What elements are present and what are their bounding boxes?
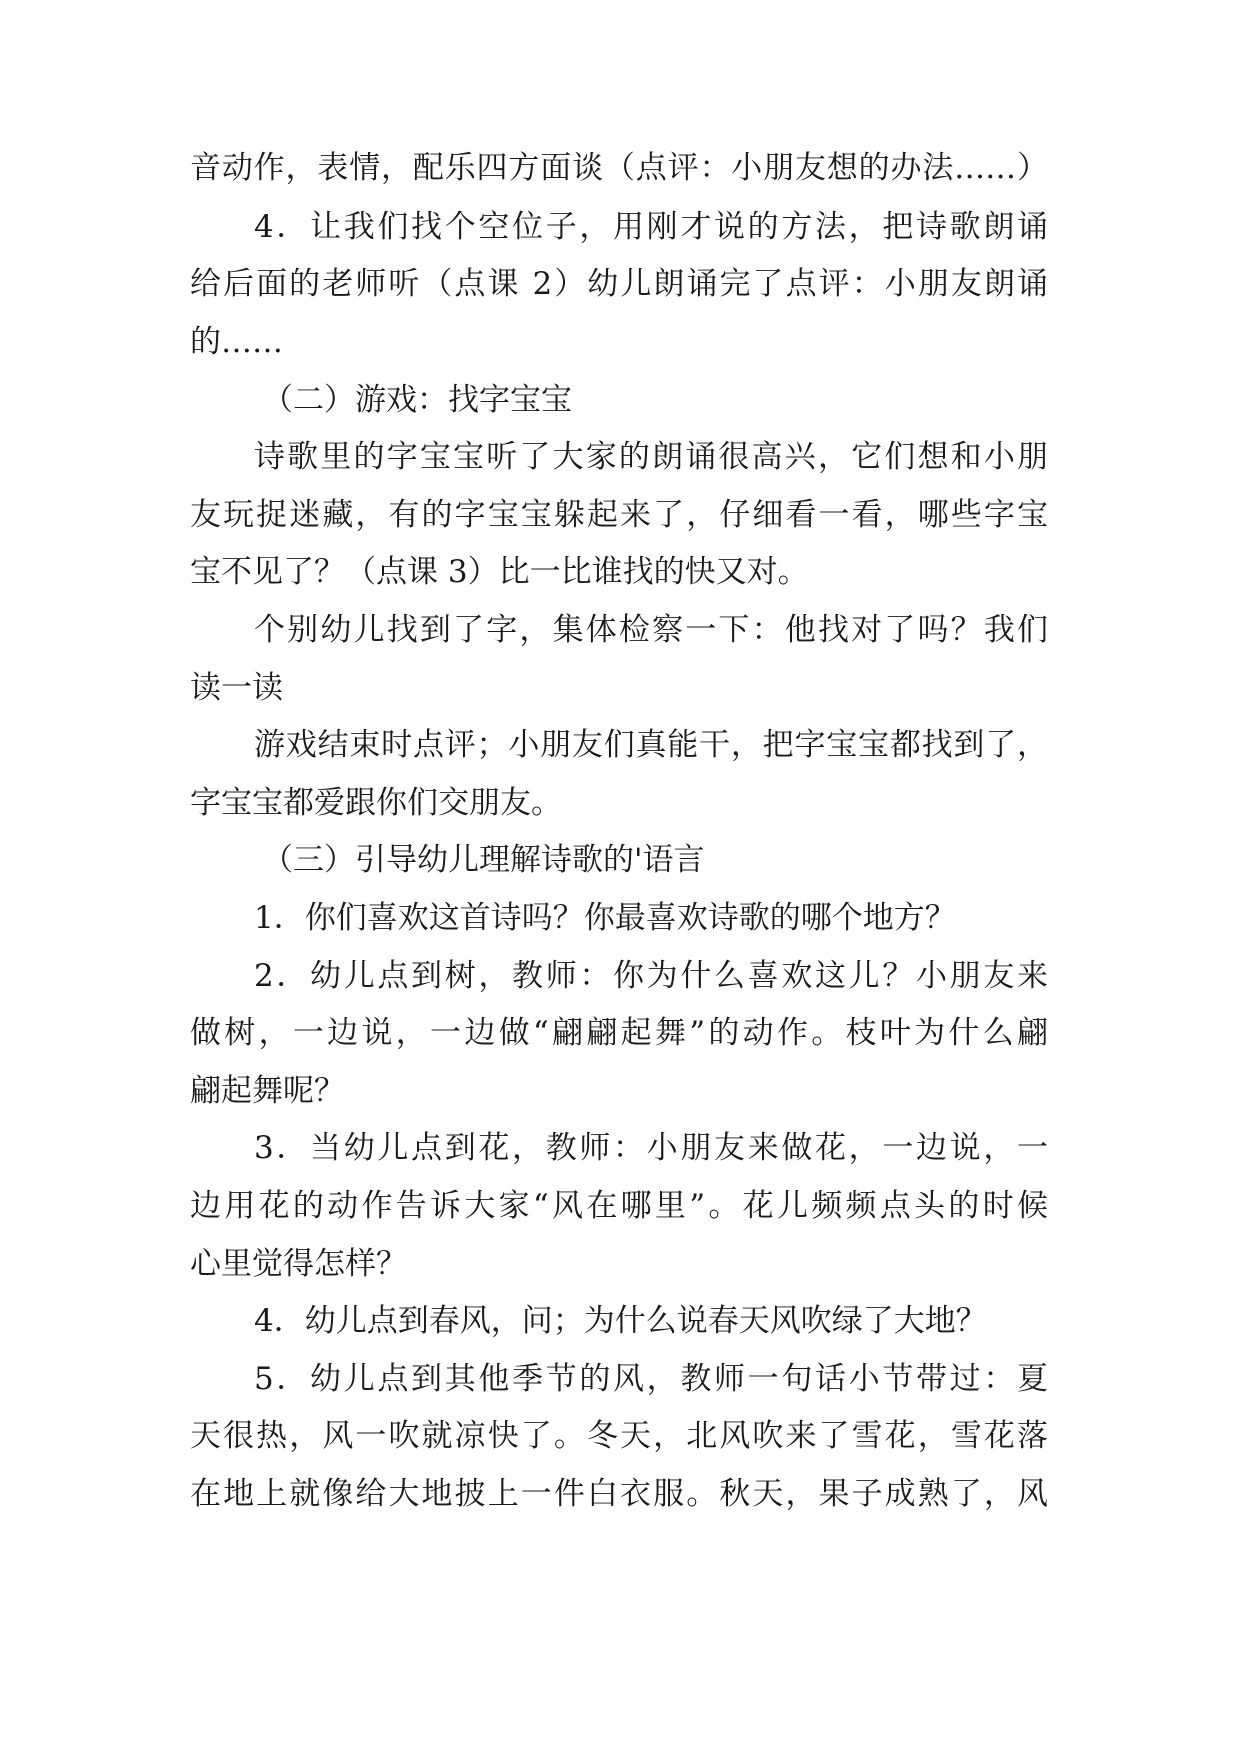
text-line: 诗歌里的字宝宝听了大家的朗诵很高兴，它们想和小朋: [254, 439, 1048, 475]
text-line: 宝不见了？（点课 3）比一比谁找的快又对。: [190, 554, 809, 590]
text-line: 字宝宝都爱跟你们交朋友。: [190, 785, 562, 821]
text-line: 做树，一边说，一边做“翩翩起舞”的动作。枝叶为什么翩: [190, 1015, 1048, 1051]
text-line: 翩起舞呢？: [190, 1073, 345, 1109]
text-line: 的……: [190, 324, 283, 360]
text-line: 在地上就像给大地披上一件白衣服。秋天，果子成熟了，风: [190, 1476, 1048, 1512]
text-line: 4．让我们找个空位子，用刚才说的方法，把诗歌朗诵: [254, 209, 1048, 245]
text-line: 天很热，风一吹就凉快了。冬天，北风吹来了雪花，雪花落: [190, 1418, 1048, 1454]
section-heading: （三）引导幼儿理解诗歌的'语言: [262, 842, 705, 878]
text-line: 个别幼儿找到了字，集体检察一下：他找对了吗？我们: [254, 612, 1048, 648]
text-line: 2．幼儿点到树，教师：你为什么喜欢这儿？小朋友来: [254, 958, 1048, 994]
text-line: 友玩捉迷藏，有的字宝宝躲起来了，仔细看一看，哪些字宝: [190, 497, 1048, 533]
text-line: 给后面的老师听（点课 2）幼儿朗诵完了点评：小朋友朗诵: [190, 266, 1048, 302]
text-line: 读一读: [190, 670, 283, 706]
text-line: 边用花的动作告诉大家“风在哪里”。花儿频频点头的时候: [190, 1188, 1048, 1224]
text-line: 游戏结束时点评；小朋友们真能干，把字宝宝都找到了，: [254, 727, 1048, 763]
text-line: 音动作，表情，配乐四方面谈（点评：小朋友想的办法……）: [190, 150, 1048, 186]
text-line: 5．幼儿点到其他季节的风，教师一句话小节带过：夏: [254, 1361, 1048, 1397]
section-heading: （二）游戏：找字宝宝: [262, 382, 572, 418]
text-line: 1．你们喜欢这首诗吗？你最喜欢诗歌的哪个地方？: [254, 900, 956, 936]
text-line: 心里觉得怎样？: [190, 1246, 407, 1282]
text-line: 3．当幼儿点到花，教师：小朋友来做花，一边说，一: [254, 1130, 1048, 1166]
text-line: 4．幼儿点到春风，问；为什么说春天风吹绿了大地？: [254, 1303, 987, 1339]
